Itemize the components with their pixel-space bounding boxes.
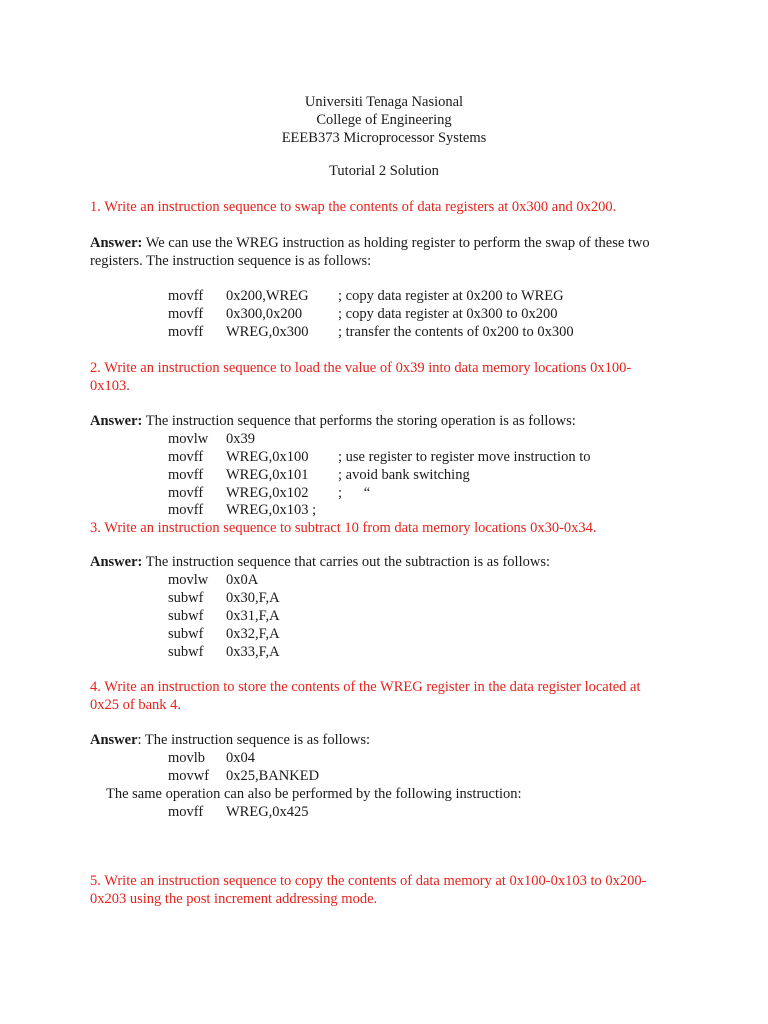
answer-label: Answer:: [90, 413, 143, 429]
code-comment: ; copy data register at 0x200 to WREG: [338, 288, 564, 304]
college-name: College of Engineering: [316, 112, 452, 128]
code-op: subwf: [168, 626, 204, 642]
answer-3: [90, 554, 550, 571]
code-op: subwf: [168, 590, 204, 606]
course-title: EEEB373 Microprocessor Systems: [281, 130, 487, 146]
code-arg: WREG,0x100: [226, 449, 309, 465]
code-op: movlw: [168, 572, 209, 588]
code-comment: ; use register to register move instruction to: [338, 449, 591, 465]
code-op: subwf: [168, 644, 204, 660]
code-op: movff: [168, 449, 204, 465]
code-op: movff: [168, 306, 204, 322]
code-arg: WREG,0x101: [226, 467, 309, 483]
code-arg: 0x0A: [226, 572, 259, 588]
question-4-line-1: 4. Write an instruction to store the contents of the WREG register in the data register located at: [90, 679, 641, 695]
code-arg: 0x300,0x200: [226, 306, 303, 322]
alternative-note: The same operation can also be performed by the following instruction:: [106, 786, 522, 802]
answer-text: The instruction sequence that performs the storing operation is as follows:: [142, 413, 576, 429]
answer-1-line-1: [90, 235, 650, 252]
code-arg: 0x25,BANKED: [226, 768, 320, 784]
question-2-line-2: 0x103.: [90, 378, 130, 394]
question-2-line-1: 2. Write an instruction sequence to load the value of 0x39 into data memory locations 0x100-: [90, 360, 632, 376]
answer-2: [90, 413, 576, 430]
code-comment: ; transfer the contents of 0x200 to 0x300: [338, 324, 574, 340]
answer-label: Answer:: [90, 235, 143, 251]
code-arg: WREG,0x102: [226, 485, 309, 501]
question-5-line-2: 0x203 using the post increment addressing mode.: [90, 891, 378, 907]
code-comment: ; avoid bank switching: [338, 467, 470, 483]
answer-text: We can use the WREG instruction as holding register to perform the swap of these two: [142, 235, 650, 251]
question-3: 3. Write an instruction sequence to subtract 10 from data memory locations 0x30-0x34.: [90, 520, 597, 536]
answer-text: : The instruction sequence is as follows:: [137, 732, 371, 748]
answer-label: Answer: [90, 732, 138, 748]
question-5-line-1: 5. Write an instruction sequence to copy the contents of data memory at 0x100-0x103 to 0x200-: [90, 873, 647, 889]
code-op: movff: [168, 485, 204, 501]
code-op: movwf: [168, 768, 210, 784]
answer-text: The instruction sequence that carries out the subtraction is as follows:: [142, 554, 551, 570]
code-arg: 0x33,F,A: [226, 644, 280, 660]
code-arg: 0x30,F,A: [226, 590, 280, 606]
code-op: movff: [168, 804, 204, 820]
answer-label: Answer:: [90, 554, 143, 570]
code-arg: 0x31,F,A: [226, 608, 280, 624]
question-1: 1. Write an instruction sequence to swap the contents of data registers at 0x300 and 0x200.: [90, 199, 617, 215]
question-4-line-2: 0x25 of bank 4.: [90, 697, 182, 713]
code-comment: ; “: [338, 485, 371, 501]
code-op: movff: [168, 502, 204, 518]
code-arg: 0x39: [226, 431, 255, 447]
code-op: subwf: [168, 608, 204, 624]
tutorial-title: Tutorial 2 Solution: [329, 163, 439, 179]
code-arg: 0x200,WREG: [226, 288, 309, 304]
code-op: movff: [168, 324, 204, 340]
code-op: movlw: [168, 431, 209, 447]
code-op: movlb: [168, 750, 206, 766]
answer-4: [90, 732, 370, 749]
university-name: Universiti Tenaga Nasional: [304, 94, 464, 110]
code-comment: ; copy data register at 0x300 to 0x200: [338, 306, 558, 322]
code-op: movff: [168, 467, 204, 483]
code-op: movff: [168, 288, 204, 304]
answer-1-line-2: registers. The instruction sequence is as follows:: [90, 253, 372, 269]
code-arg: 0x04: [226, 750, 255, 766]
code-arg: 0x32,F,A: [226, 626, 280, 642]
code-arg: WREG,0x300: [226, 324, 309, 340]
code-arg: WREG,0x425: [226, 804, 309, 820]
code-arg: WREG,0x103 ;: [226, 502, 317, 518]
